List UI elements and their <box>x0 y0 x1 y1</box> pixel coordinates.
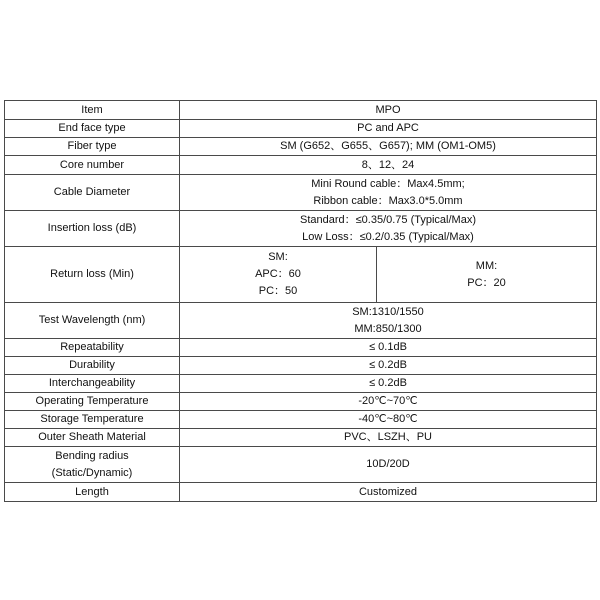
table-row <box>5 156 597 175</box>
row-label: Item <box>5 101 180 120</box>
row-label: Storage Temperature <box>5 411 180 429</box>
row-label: Interchangeability <box>5 375 180 393</box>
row-value: PC and APC <box>180 120 597 138</box>
row-value: ≤ 0.2dB <box>180 375 597 393</box>
return-loss-mm <box>377 247 597 303</box>
table-row <box>5 303 597 339</box>
row-label: Cable Diameter <box>5 175 180 211</box>
row-label: Return loss (Min) <box>5 247 180 303</box>
table-row <box>5 375 597 393</box>
value-line: SM: <box>268 251 288 263</box>
row-label: Operating Temperature <box>5 393 180 411</box>
value-line: MM:850/1300 <box>354 322 422 335</box>
row-value: SM (G652、G655、G657); MM (OM1-OM5) <box>180 138 597 156</box>
row-value <box>180 175 597 211</box>
value-line: Low Loss：≤0.2/0.35 (Typical/Max) <box>302 230 474 243</box>
row-value <box>180 303 597 339</box>
table-row <box>5 393 597 411</box>
row-value: ≤ 0.1dB <box>180 339 597 357</box>
table-row <box>5 411 597 429</box>
value-line: MM: <box>475 259 498 272</box>
row-label: Test Wavelength (nm) <box>5 303 180 339</box>
value-line: APC：60 <box>255 268 301 280</box>
row-value: 10D/20D <box>180 447 597 483</box>
spec-table <box>4 100 597 502</box>
row-label: Fiber type <box>5 138 180 156</box>
table-row <box>5 339 597 357</box>
table-row <box>5 247 597 303</box>
table-row <box>5 447 597 483</box>
row-value: -20℃~70℃ <box>180 393 597 411</box>
table-row <box>5 138 597 156</box>
row-label <box>5 447 180 483</box>
row-label: Outer Sheath Material <box>5 429 180 447</box>
label-line: (Static/Dynamic) <box>51 466 133 479</box>
value-line: PC：20 <box>467 276 506 289</box>
row-label: Repeatability <box>5 339 180 357</box>
table-row <box>5 175 597 211</box>
row-value: 8、12、24 <box>180 156 597 175</box>
return-loss-sm <box>180 247 377 303</box>
value-line: Ribbon cable：Max3.0*5.0mm <box>313 194 463 207</box>
row-value: MPO <box>180 101 597 120</box>
table-row <box>5 429 597 447</box>
row-label: Durability <box>5 357 180 375</box>
row-value: ≤ 0.2dB <box>180 357 597 375</box>
row-value <box>180 211 597 247</box>
row-label: Insertion loss (dB) <box>5 211 180 247</box>
value-line: Mini Round cable：Max4.5mm; <box>311 177 465 190</box>
row-label: Length <box>5 483 180 502</box>
value-line: PC：50 <box>258 285 298 297</box>
row-value: PVC、LSZH、PU <box>180 429 597 447</box>
row-value: -40℃~80℃ <box>180 411 597 429</box>
value-line: SM:1310/1550 <box>352 305 424 318</box>
table-row <box>5 357 597 375</box>
label-line: Bending radius <box>55 449 129 462</box>
table-row <box>5 120 597 138</box>
table-row <box>5 101 597 120</box>
row-label: Core number <box>5 156 180 175</box>
value-line: Standard：≤0.35/0.75 (Typical/Max) <box>299 213 476 226</box>
row-value: Customized <box>180 483 597 502</box>
table-row <box>5 483 597 502</box>
table-row <box>5 211 597 247</box>
row-label: End face type <box>5 120 180 138</box>
